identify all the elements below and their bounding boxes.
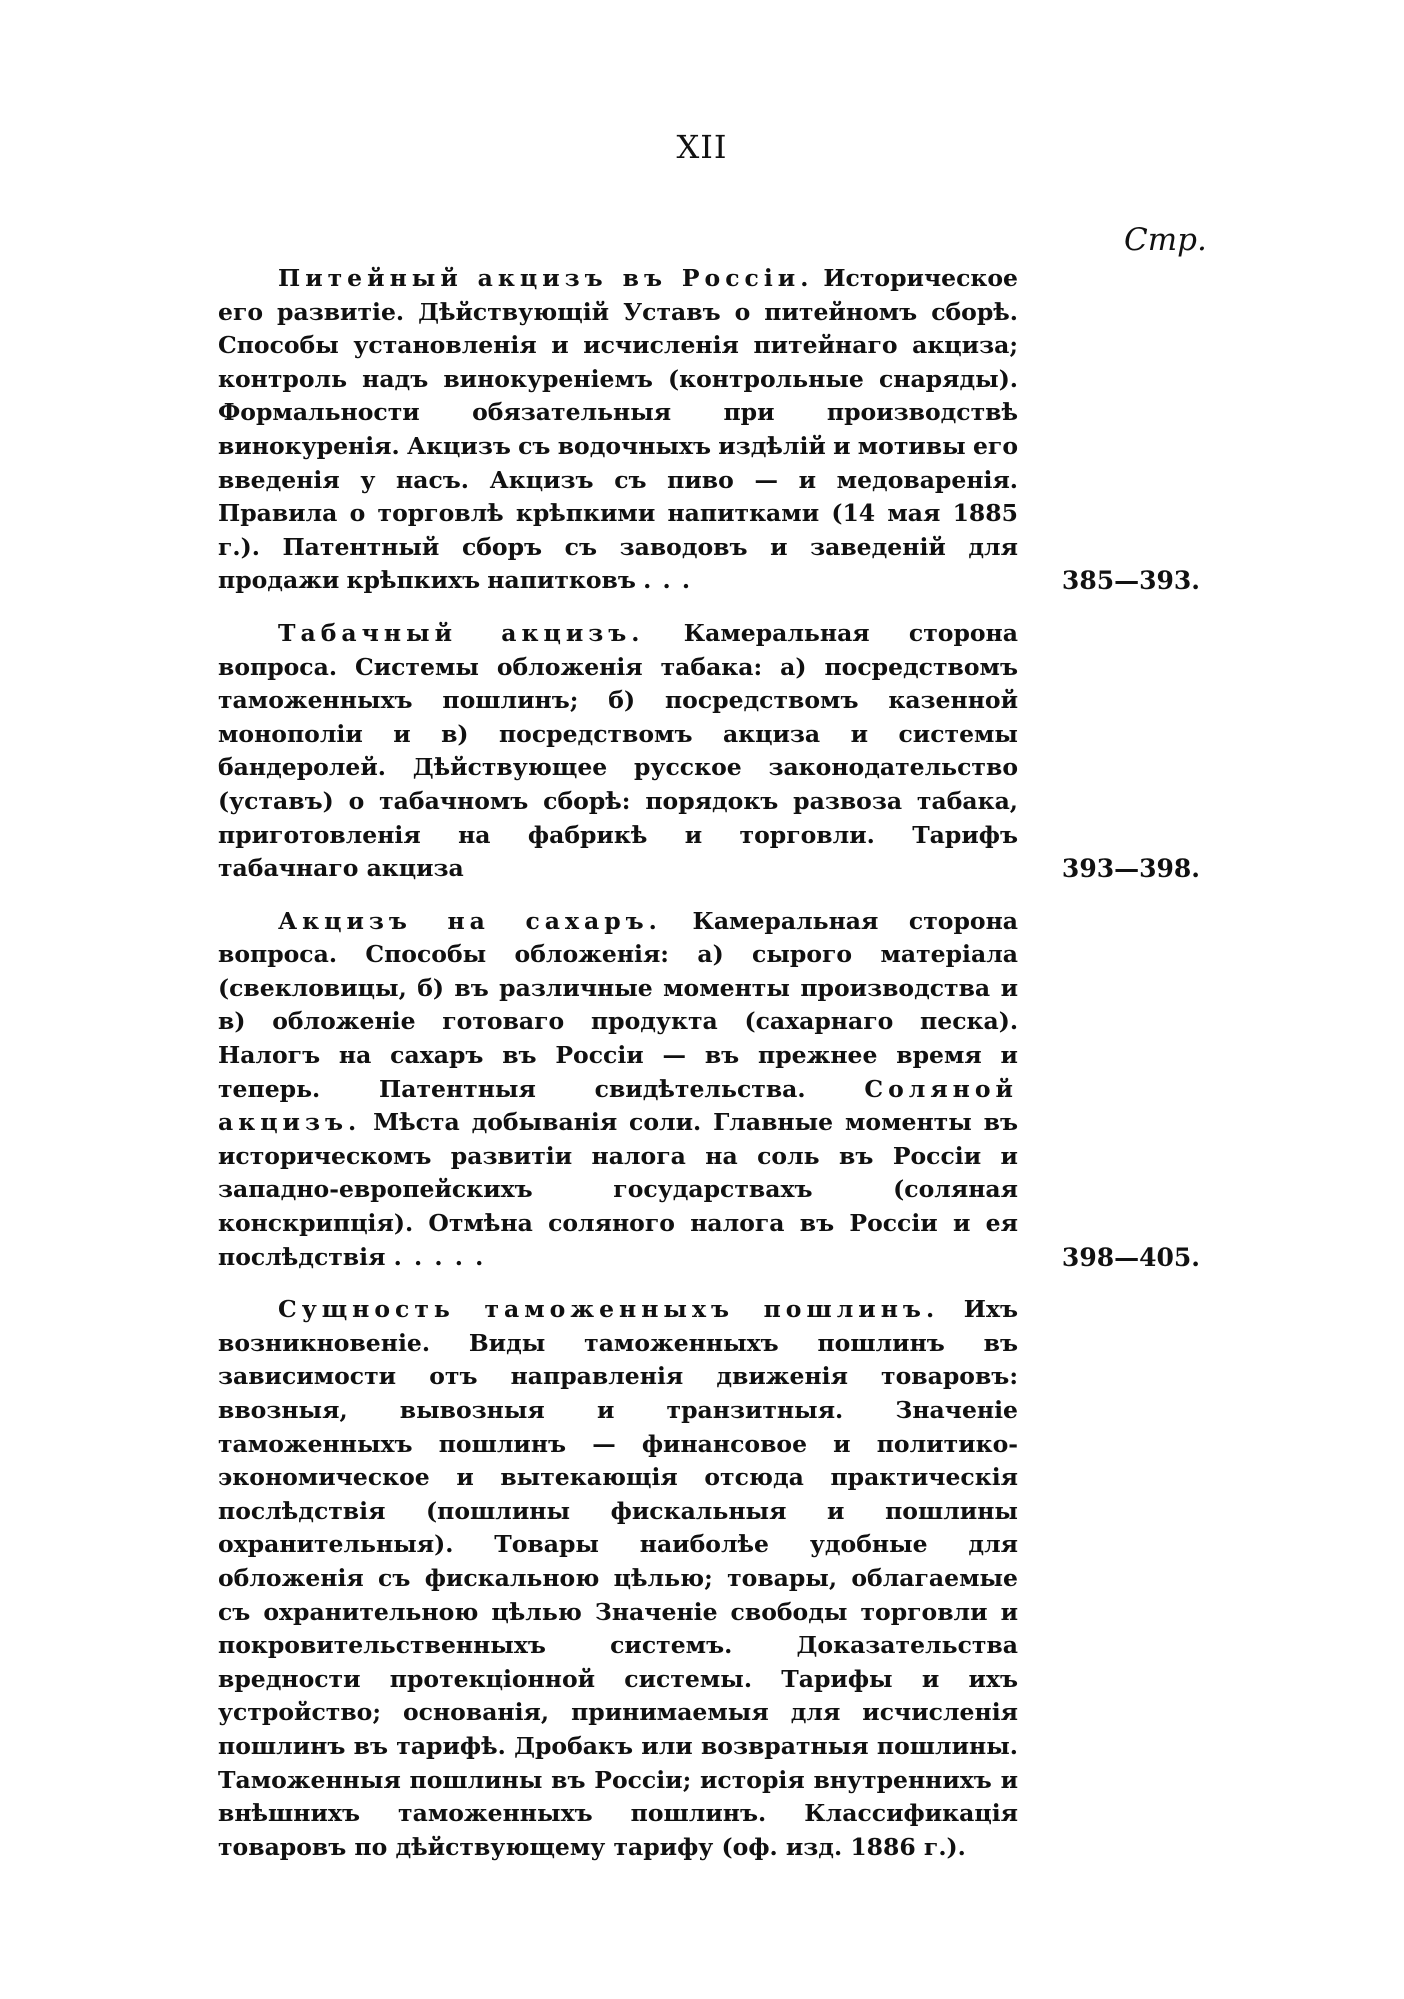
- entry-text-block: [218, 262, 1018, 598]
- entry-text-block: [218, 617, 1018, 886]
- entry-text-block: [218, 1293, 1018, 1864]
- entry-title: Табачный акцизъ.: [278, 618, 645, 647]
- toc-entry-sugar-excise: [218, 905, 1218, 1275]
- entry-subtitle: Соляной акцизъ.: [218, 1074, 1018, 1137]
- entry-description: Историческое его развитіе. Дѣйствующій Уставъ о питейномъ сборѣ. Способы установленія и исчисленія питейнаго акциза; контроль надъ винокуреніемъ (контрольные снаряды). Формальности обязательныя при производствѣ винокуренія. Акцизъ съ водочныхъ издѣлій и мотивы его введенія у насъ. Акцизъ съ пиво — и медоваренія. Правила о торговлѣ крѣпкими напитками (14 мая 1885 г.). Патентный сборъ съ заводовъ и заведеній для продажи крѣпкихъ напитковъ: [218, 264, 1019, 595]
- entry-description-continued: Мѣста добыванія соли. Главные моменты въ историческомъ развитіи налога на соль въ Россіи и западно-европейскихъ государствахъ (соляная конскрипція). Отмѣна соляного налога въ Россіи и ея послѣдствія: [218, 1108, 1018, 1271]
- entry-title: Сущность таможенныхъ пошлинъ.: [278, 1295, 940, 1324]
- entry-text-block: [218, 905, 1018, 1275]
- entry-title: Питейный акцизъ въ Россіи.: [278, 264, 814, 292]
- page-column-label: Стр.: [1124, 222, 1207, 258]
- entry-page-range: 398—405.: [1061, 1242, 1200, 1272]
- entry-page-range: 385—393.: [1061, 566, 1200, 596]
- dot-leaders: . . . . .: [393, 1242, 486, 1271]
- entry-title: Акцизъ на сахаръ.: [278, 906, 662, 935]
- entry-page-range: 393—398.: [1061, 854, 1200, 884]
- dot-leaders: . . .: [643, 566, 693, 595]
- toc-entry-liquor-excise: [218, 262, 1218, 598]
- entry-description: Камеральная сторона вопроса. Системы обложенія табака: а) посредствомъ таможенныхъ пошлинъ; б) посредствомъ казенной монополіи и в) посредствомъ акциза и системы бандеролей. Дѣйствующее русское законодательство (уставъ) о табачномъ сборѣ: порядокъ развоза табака, приготовленія на фабрикѣ и торговли. Тарифъ табачнаго акциза: [218, 618, 1018, 883]
- toc-entry-tobacco-excise: [218, 617, 1218, 886]
- entry-description: Камеральная сторона вопроса. Способы обложенія: а) сырого матеріала (свекловицы, б) въ различные моменты производства и в) обложеніе готоваго продукта (сахарнаго песка). Налогъ на сахаръ въ Россіи — въ прежнее время и теперь. Патентныя свидѣтельства.: [218, 906, 1018, 1103]
- page-number: XII: [676, 128, 728, 166]
- table-of-contents: [218, 262, 1218, 1883]
- entry-description: Ихъ возникновеніе. Виды таможенныхъ пошлинъ въ зависимости отъ направленія движенія товаровъ: ввозныя, вывозныя и транзитныя. Значеніе таможенныхъ пошлинъ — финансовое и политико-экономическое и вытекающія отсюда практическія послѣдствія (пошлины фискальныя и пошлины охранительныя). Товары наиболѣе удобные для обложенія съ фискальною цѣлью; товары, облагаемые съ охранительною цѣлью Значеніе свободы торговли и покровительственныхъ системъ. Доказательства вредности протекціонной системы. Тарифы и ихъ устройство; основанія, принимаемыя для исчисленія пошлинъ въ тарифѣ. Дробакъ или возвратныя пошлины. Таможенныя пошлины въ Россіи; исторія внутреннихъ и внѣшнихъ таможенныхъ пошлинъ. Классификація товаровъ по дѣйствующему тарифу (оф. изд. 1886 г.).: [218, 1295, 1018, 1861]
- toc-entry-customs-duties: [218, 1293, 1218, 1864]
